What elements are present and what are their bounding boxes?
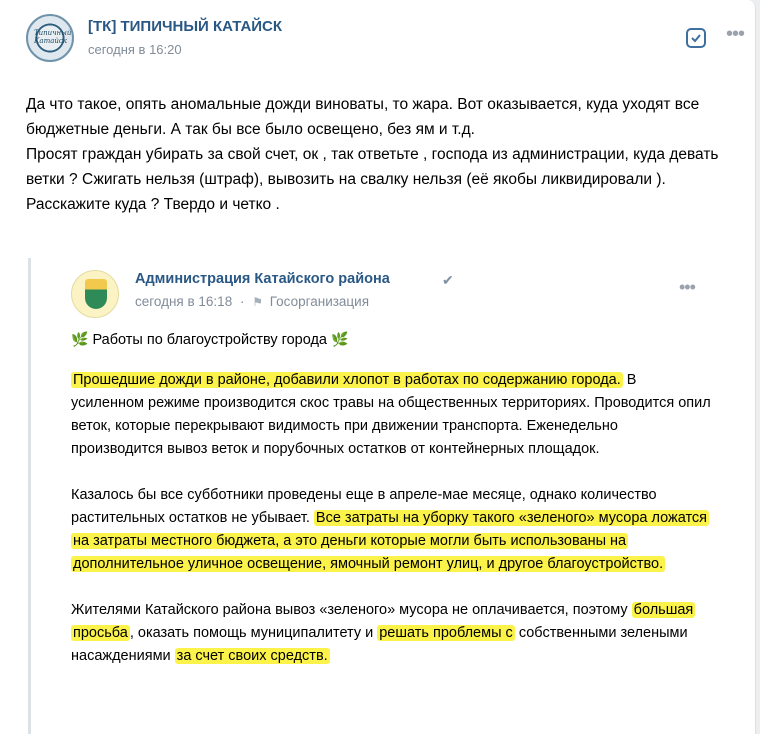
group-name-link[interactable]: [ТК] ТИПИЧНЫЙ КАТАЙСК (88, 18, 283, 35)
repost-meta (135, 294, 369, 309)
flag-icon: ⚑ (252, 295, 263, 309)
repost-paragraph-3 (71, 599, 711, 668)
highlighted-text: Прошедшие дожди в районе, добавили хлопот в работах по содержанию города. (73, 372, 621, 388)
repost-author-avatar[interactable] (71, 270, 119, 318)
coat-of-arms-icon (85, 279, 107, 309)
paragraph-text: , оказать помощь муниципалитету и (129, 625, 378, 641)
more-horizontal-icon[interactable]: ••• (726, 23, 745, 45)
post-time[interactable]: сегодня в 16:20 (88, 42, 182, 57)
repost-title-text: Работы по благоустройству города (92, 332, 327, 348)
check-square-icon[interactable] (686, 28, 706, 48)
post-paragraph: Просят граждан убирать за свой счет, ок , так ответьте , господа из администрации, куда девать ветки ? Сжигать нельзя (штраф), вывозить на свалку нельзя (её якобы ликвидировали ). (26, 146, 719, 188)
post-paragraph: Расскажите куда ? Твердо и четко . (26, 196, 280, 213)
verified-check-icon: ✔ (442, 272, 454, 288)
repost-category: Госорганизация (269, 294, 370, 309)
highlighted-text: Все затраты на уборку такого «зеленого» мусора ложатся на затраты местного бюджета, а это деньги которые могли быть использованы на дополнительное уличное освещение, ямочный ремонт улиц, и другое благоустройство. (73, 510, 708, 572)
paragraph-text: Жителями Катайского района вывоз «зеленого» мусора не оплачивается, поэтому (71, 602, 632, 618)
meta-separator: · (239, 294, 245, 309)
post-text (26, 92, 736, 217)
highlighted-text: решать проблемы с (379, 625, 513, 641)
paragraph-text: В усиленном режиме производится скос травы на общественных территориях. Проводится опил веток, которые перекрывают видимость при движении транспорта. Еженедельно производится вывоз веток и порубочных остатков от контейнерных площадок. (71, 372, 711, 457)
post-header (26, 14, 745, 62)
repost-author-link[interactable]: Администрация Катайского района (135, 271, 390, 287)
repost-paragraph-1 (71, 369, 711, 461)
highlighted-text: за счет своих средств. (176, 648, 328, 664)
post-paragraph: Да что такое, опять аномальные дожди виноваты, то жара. Вот оказывается, куда уходят все бюджетные деньги. А так бы все было освещено, без ям и т.д. (26, 96, 700, 138)
repost-time[interactable]: сегодня в 16:18 (135, 294, 233, 309)
paragraph-text: Казалось бы все субботники проведены еще в апреле-мае месяце, однако количество растительных остатков не убывает. (71, 487, 657, 526)
repost-title (71, 328, 711, 352)
group-avatar[interactable] (26, 14, 74, 62)
avatar-logo-text: Типичный Катайск (34, 29, 72, 45)
leaf-icon: 🌿 (71, 331, 89, 347)
repost-more-icon[interactable]: ••• (679, 277, 695, 297)
repost-block (28, 258, 718, 734)
paragraph-text: собственными зелеными насаждениями (71, 625, 688, 664)
highlighted-text: большая просьба (73, 602, 694, 641)
leaf-icon: 🌿 (331, 331, 349, 347)
repost-body (71, 328, 711, 691)
repost-paragraph-2 (71, 484, 711, 576)
